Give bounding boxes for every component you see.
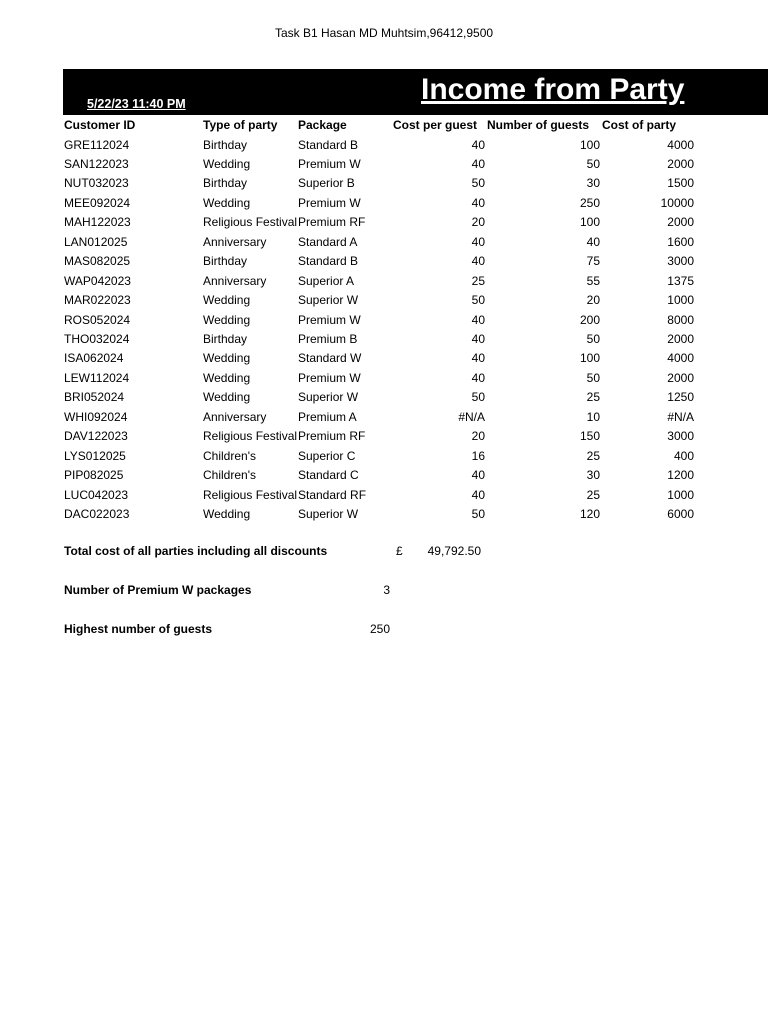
table-row: [0, 505, 768, 525]
type-cell: Anniversary: [203, 234, 267, 249]
customer-id-cell: LEW112024: [64, 370, 130, 385]
cost-per-guest-cell: 40: [471, 156, 485, 171]
customer-id-cell: SAN122023: [64, 156, 129, 171]
customer-id-cell: LUC042023: [64, 487, 129, 502]
package-cell: Premium W: [298, 195, 361, 210]
guests-cell: 50: [586, 332, 600, 346]
package-cell: Superior B: [298, 176, 355, 191]
cost-cell: 3000: [667, 429, 694, 444]
customer-id-cell: MAH122023: [64, 215, 131, 230]
table-row: [0, 486, 768, 506]
table-row: [0, 349, 768, 369]
page-title: Income from Party: [421, 73, 685, 106]
table-row: [0, 330, 768, 350]
package-cell: Premium W: [298, 370, 361, 385]
package-cell: Standard C: [298, 468, 359, 483]
cost-cell: 1500: [667, 176, 694, 191]
guests-cell: 30: [586, 176, 600, 191]
customer-id-cell: DAC022023: [64, 507, 130, 522]
type-cell: Wedding: [203, 156, 251, 171]
cost-cell: 4000: [667, 137, 694, 152]
cost-per-guest-cell: 40: [471, 312, 485, 327]
guests-cell: 100: [579, 215, 600, 230]
highest-guests-label: Highest number of guests: [64, 622, 213, 636]
cost-per-guest-cell: 40: [471, 137, 485, 152]
highest-guests-value: 250: [369, 622, 390, 636]
type-cell: Religious Festival: [203, 487, 297, 502]
customer-id-cell: WHI092024: [64, 409, 128, 424]
customer-id-cell: DAV122023: [64, 429, 128, 444]
guests-cell: 100: [579, 351, 600, 366]
package-cell: Superior W: [298, 390, 359, 405]
package-cell: Standard B: [298, 254, 359, 269]
cost-cell: 1000: [667, 293, 694, 308]
cost-cell: 6000: [667, 507, 694, 522]
type-cell: Children's: [203, 468, 256, 483]
package-cell: Premium RF: [298, 215, 366, 230]
package-cell: Premium W: [298, 156, 361, 171]
timestamp: 5/22/23 11:40 PM: [87, 97, 186, 111]
type-cell: Wedding: [203, 351, 251, 366]
package-cell: Premium A: [298, 409, 357, 424]
table-row: [0, 408, 768, 428]
total-currency: £: [396, 544, 403, 558]
cost-per-guest-cell: 40: [471, 351, 485, 366]
type-cell: Wedding: [203, 370, 251, 385]
table-row: [0, 272, 768, 292]
cost-cell: 1200: [667, 468, 694, 483]
cost-per-guest-cell: 16: [471, 448, 485, 463]
package-cell: Standard W: [298, 351, 362, 366]
type-cell: Wedding: [203, 293, 251, 308]
cost-cell: 1000: [667, 487, 694, 502]
customer-id-cell: MEE092024: [64, 195, 131, 210]
cost-cell: 1600: [667, 234, 694, 249]
total-value: 49,792.50: [427, 544, 481, 558]
type-cell: Wedding: [203, 195, 251, 210]
table-row: [0, 291, 768, 311]
cost-cell: 1375: [667, 273, 694, 288]
cost-per-guest-cell: 20: [471, 215, 485, 230]
guests-cell: 25: [586, 390, 600, 405]
cost-cell: 10000: [660, 195, 694, 210]
table-row: [0, 311, 768, 331]
guests-cell: 100: [579, 137, 600, 152]
column-header-cost-of-party: Cost of party: [602, 118, 677, 132]
table-row: [0, 136, 768, 156]
customer-id-cell: MAR022023: [64, 293, 131, 308]
type-cell: Birthday: [203, 176, 248, 191]
cost-cell: 2000: [667, 332, 694, 346]
table-row: [0, 194, 768, 214]
package-cell: Premium RF: [298, 429, 366, 444]
type-cell: Birthday: [203, 332, 248, 346]
table-header-row: [0, 116, 768, 136]
cost-per-guest-cell: 40: [471, 487, 485, 502]
type-cell: Anniversary: [203, 273, 267, 288]
guests-cell: 50: [586, 370, 600, 385]
cost-cell: 400: [673, 448, 694, 463]
cost-cell: 4000: [667, 351, 694, 366]
package-cell: Standard B: [298, 137, 359, 152]
guests-cell: 150: [579, 429, 600, 444]
guests-cell: 55: [586, 273, 600, 288]
customer-id-cell: PIP082025: [64, 468, 124, 483]
guests-cell: 200: [579, 312, 600, 327]
guests-cell: 40: [586, 234, 600, 249]
cost-cell: #N/A: [667, 409, 694, 424]
column-header-number-of-guests: Number of guests: [487, 118, 590, 132]
guests-cell: 50: [586, 156, 600, 171]
cost-per-guest-cell: 40: [471, 370, 485, 385]
customer-id-cell: BRI052024: [64, 390, 125, 405]
customer-id-cell: WAP042023: [64, 273, 131, 288]
package-cell: Superior W: [298, 293, 359, 308]
column-header-cost-per-guest: Cost per guest: [393, 118, 478, 132]
cost-per-guest-cell: 20: [471, 429, 485, 444]
guests-cell: 30: [586, 468, 600, 483]
table-row: [0, 155, 768, 175]
customer-id-cell: ISA062024: [64, 351, 124, 366]
type-cell: Birthday: [203, 254, 248, 269]
customer-id-cell: LYS012025: [64, 448, 126, 463]
column-header-type: Type of party: [203, 118, 278, 132]
cost-cell: 8000: [667, 312, 694, 327]
cost-per-guest-cell: #N/A: [458, 409, 485, 424]
cost-per-guest-cell: 40: [471, 254, 485, 269]
cost-cell: 2000: [667, 370, 694, 385]
cost-per-guest-cell: 40: [471, 468, 485, 483]
type-cell: Wedding: [203, 390, 251, 405]
table-row: [0, 466, 768, 486]
title-banner: [63, 69, 768, 115]
customer-id-cell: NUT032023: [64, 176, 129, 191]
cost-per-guest-cell: 50: [471, 293, 485, 308]
package-cell: Superior A: [298, 273, 355, 288]
guests-cell: 25: [586, 448, 600, 463]
cost-cell: 2000: [667, 156, 694, 171]
customer-id-cell: LAN012025: [64, 234, 128, 249]
cost-cell: 1250: [667, 390, 694, 405]
package-cell: Superior W: [298, 507, 359, 522]
total-label: Total cost of all parties including all discounts: [64, 544, 328, 558]
cost-cell: 2000: [667, 215, 694, 230]
cost-per-guest-cell: 40: [471, 332, 485, 346]
cost-per-guest-cell: 25: [471, 273, 485, 288]
column-header-package: Package: [298, 118, 347, 132]
type-cell: Wedding: [203, 312, 251, 327]
guests-cell: 120: [579, 507, 600, 522]
premium-w-label: Number of Premium W packages: [64, 583, 252, 597]
cost-cell: 3000: [667, 254, 694, 269]
guests-cell: 25: [586, 487, 600, 502]
type-cell: Anniversary: [203, 409, 267, 424]
cost-per-guest-cell: 50: [471, 176, 485, 191]
type-cell: Birthday: [203, 137, 248, 152]
type-cell: Children's: [203, 448, 256, 463]
cost-per-guest-cell: 50: [471, 507, 485, 522]
sheet-header: Task B1 Hasan MD Muhtsim,96412,9500: [274, 26, 494, 40]
customer-id-cell: GRE112024: [64, 137, 130, 152]
cost-per-guest-cell: 40: [471, 195, 485, 210]
column-header-customer-id: Customer ID: [64, 118, 136, 132]
package-cell: Standard RF: [298, 487, 367, 502]
guests-cell: 10: [586, 409, 600, 424]
table-row: [0, 388, 768, 408]
package-cell: Superior C: [298, 448, 356, 463]
table-row: [0, 427, 768, 447]
customer-id-cell: THO032024: [64, 332, 130, 346]
package-cell: Premium B: [298, 332, 358, 346]
cost-per-guest-cell: 40: [471, 234, 485, 249]
guests-cell: 250: [579, 195, 600, 210]
package-cell: Standard A: [298, 234, 358, 249]
cost-per-guest-cell: 50: [471, 390, 485, 405]
type-cell: Wedding: [203, 507, 251, 522]
type-cell: Religious Festival: [203, 215, 297, 230]
customer-id-cell: MAS082025: [64, 254, 131, 269]
table-row: [0, 174, 768, 194]
premium-w-value: 3: [383, 583, 390, 597]
table-row: [0, 252, 768, 272]
package-cell: Premium W: [298, 312, 361, 327]
type-cell: Religious Festival: [203, 429, 297, 444]
table-row: [0, 369, 768, 389]
table-row: [0, 233, 768, 253]
table-row: [0, 447, 768, 467]
guests-cell: 75: [586, 254, 600, 269]
guests-cell: 20: [586, 293, 600, 308]
table-row: [0, 213, 768, 233]
customer-id-cell: ROS052024: [64, 312, 131, 327]
